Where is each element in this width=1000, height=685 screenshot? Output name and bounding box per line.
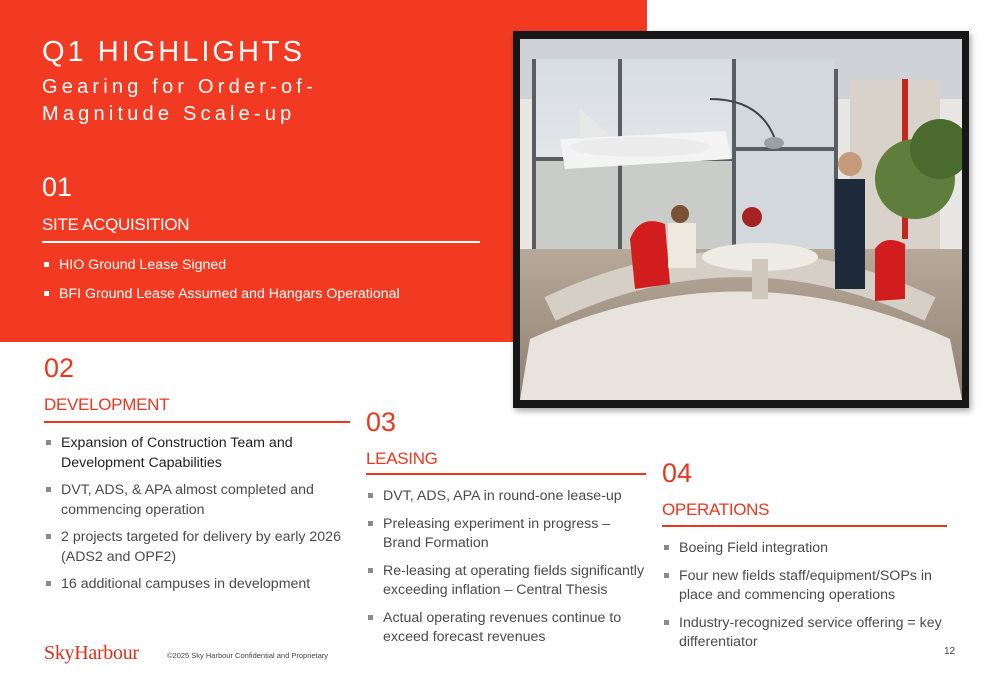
bullet-icon — [46, 487, 51, 492]
lounge-photo — [513, 31, 969, 408]
section-title: OPERATIONS — [662, 500, 770, 519]
bullet-icon — [368, 521, 373, 526]
bullet-icon — [368, 568, 373, 573]
section-number: 01 — [42, 172, 73, 202]
bullet-icon — [368, 493, 373, 498]
section-title: LEASING — [366, 449, 438, 468]
list-item: Industry-recognized service offering = key differentiator — [662, 614, 952, 653]
section-divider — [44, 421, 350, 423]
bullet-icon — [44, 291, 49, 296]
page-title: Q1 HIGHLIGHTS — [42, 36, 305, 68]
bullet-icon — [46, 440, 51, 445]
section-divider — [42, 241, 480, 243]
list-item: DVT, ADS, & APA almost completed and commencing operation — [44, 481, 344, 520]
bullet-list — [662, 539, 952, 661]
list-item: Preleasing experiment in progress – Brand Formation — [366, 515, 650, 554]
list-item: 2 projects targeted for delivery by early 2026 (ADS2 and OPF2) — [44, 528, 344, 567]
list-item: Boeing Field integration — [662, 539, 952, 559]
section-number: 03 — [366, 407, 397, 437]
list-item: HIO Ground Lease Signed — [42, 256, 482, 276]
section-title: DEVELOPMENT — [44, 395, 170, 414]
skyharbour-logo: SkyHarbour — [44, 642, 139, 664]
list-item: DVT, ADS, APA in round-one lease-up — [366, 487, 650, 507]
lounge-photo-image — [520, 39, 962, 400]
list-item: Expansion of Construction Team and Development Capabilities — [44, 434, 344, 473]
list-item: Actual operating revenues continue to exceed forecast revenues — [366, 609, 650, 648]
bullet-list — [42, 256, 482, 313]
bullet-icon — [46, 581, 51, 586]
section-divider — [366, 473, 646, 475]
section-title: SITE ACQUISITION — [42, 215, 190, 234]
section-divider — [662, 525, 947, 527]
bullet-icon — [46, 534, 51, 539]
bullet-icon — [664, 545, 669, 550]
section-number: 02 — [44, 353, 75, 383]
list-item: BFI Ground Lease Assumed and Hangars Operational — [42, 285, 482, 305]
section-number: 04 — [662, 458, 693, 488]
page-subtitle: Gearing for Order-of-Magnitude Scale-up — [42, 76, 317, 125]
bullet-list — [44, 434, 344, 603]
bullet-icon — [664, 620, 669, 625]
bullet-icon — [368, 615, 373, 620]
list-item: 16 additional campuses in development — [44, 575, 344, 595]
bullet-icon — [664, 573, 669, 578]
copyright-notice: ©2025 Sky Harbour Confidential and Proprietary — [167, 651, 329, 660]
page-number: 12 — [944, 646, 956, 657]
list-item: Re-leasing at operating fields significantly exceeding inflation – Central Thesis — [366, 562, 650, 601]
bullet-list — [366, 487, 650, 656]
bullet-icon — [44, 262, 49, 267]
list-item: Four new fields staff/equipment/SOPs in place and commencing operations — [662, 567, 952, 606]
